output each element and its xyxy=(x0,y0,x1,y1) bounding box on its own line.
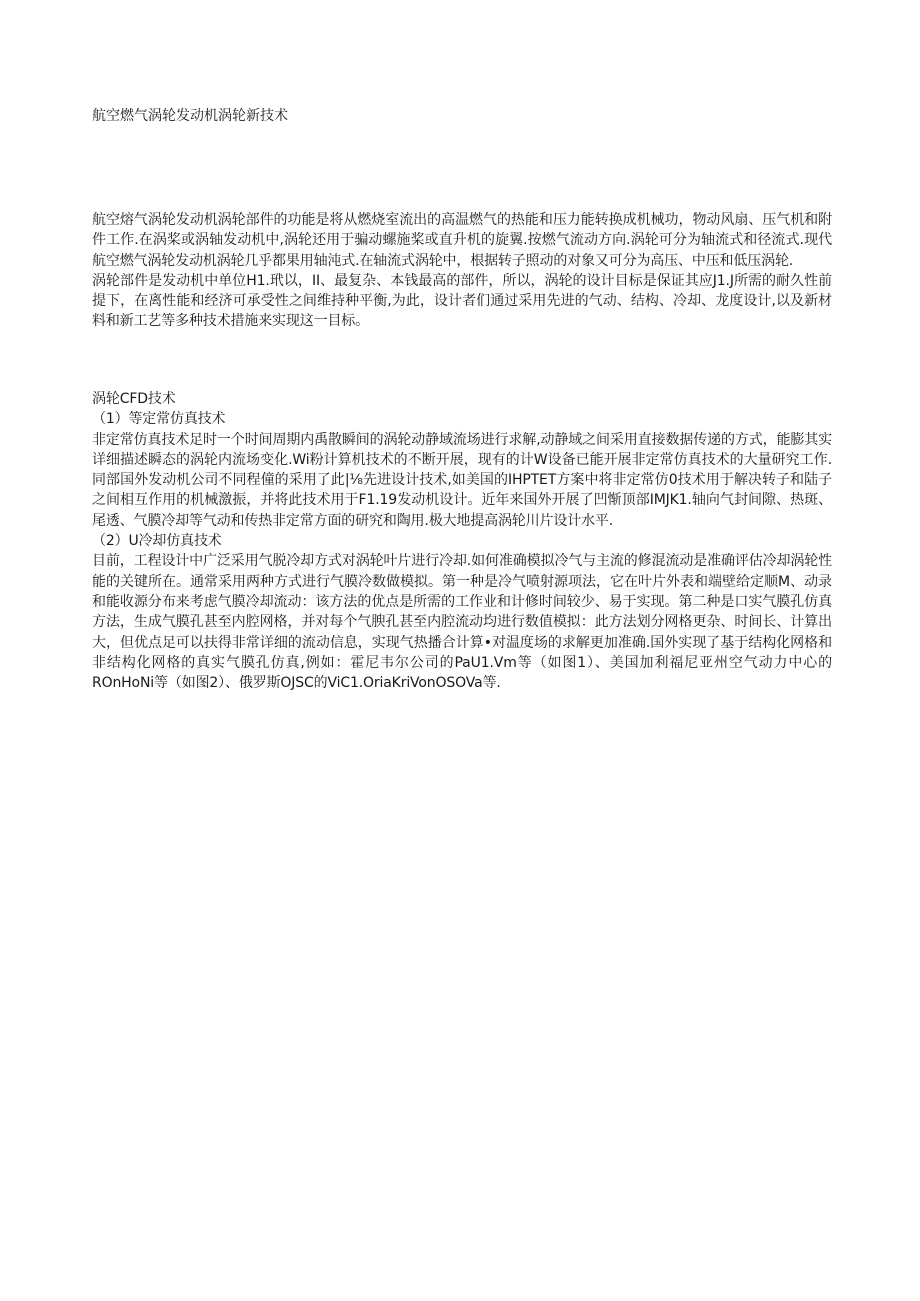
subsection-heading-1: （1）等定常仿真技术 xyxy=(92,411,226,428)
subsection-paragraph-2: 目前，工程设计中广泛采用气脱冷却方式对涡轮叶片进行冷却.如何准确模拟冷气与主流的修混流动是准确评估冷却涡轮性能的关键所在。通常采用两种方式进行气膜冷数做模拟。第一种是冷气喷射源项法，它在叶片外表和端壁给定顺M、动录和能收源分布来考虑气膜冷却流动：该方法的优点是所需的工作业和计修时间较少、易于实现。第二种是口实气膜孔仿真方法，生成气膜孔甚至内腔网格，并对每个气腴孔甚至内腔流动均进行数值模拟：此方法划分网格更杂、时间长、计算出大，但优点足可以扶得非常详细的流动信息，实现气热播合计算•对温度场的求解更加准确.国外实现了基于结构化网格和非结构化网格的真实气膜孔仿真,例如：霍尼韦尔公司的PaU1.Vm等（如图1）、美国加利福尼亚州空气动力中心的ROnHoNi等（如图2）、俄罗斯OJSC的ViC1.OriaKriVonOSOVa等. xyxy=(92,553,832,692)
intro-paragraph-1: 航空熔气涡轮发动机涡轮部件的功能是将从燃烧室流出的高温燃气的热能和压力能转换成机械功，物动风扇、压气机和附件工作.在涡桨或涡轴发动机中,涡轮还用于骗动螺施桨或直升机的旋翼.按燃气流动方向.涡轮可分为轴流式和径流式.现代航空燃气涡轮发动机涡轮几乎都果用轴沌式.在轴流式涡轮中，根据转子照动的对象又可分为高压、中压和低压涡轮. xyxy=(92,212,832,269)
intro-section xyxy=(92,210,832,332)
intro-paragraph-2: 涡轮部件是发动机中单位H1.玳以，II、最复杂、本钱最高的部件，所以，涡轮的设计目标是保证其应J1.J所需的耐久性前提下，在离性能和经济可承受性之间维持种平衡,为此，设计者们通过采用先进的气动、结构、冷却、龙度设计,以及新材料和新工艺等多种技术措施来实现这一目标。 xyxy=(92,272,832,330)
cfd-section xyxy=(92,389,832,693)
subsection-heading-2: （2）U冷却仿真技术 xyxy=(92,533,222,550)
section-heading: 涡轮CFD技术 xyxy=(92,391,176,407)
document-title: 航空燃气涡轮发动机涡轮新技术 xyxy=(92,108,288,124)
subsection-paragraph-1: 非定常仿真技术足时一个时间周期内禹散瞬间的涡轮动静域流场进行求解,动静域之间采用直接数据传递的方式，能膨其实详细描述瞬态的涡轮内流场变化.Wi粉计算机技术的不断开展，现有的计W设备已能开展非定常仿真技术的大量研究工作.同部国外发动机公司不同程僮的采用了此|⅛先进设计技术,如美国的IHPTET方案中将非定常仿0技术用于解决转子和陆子之间相互作用的机械激振，并将此技术用于F1.19发动机设计。近年来国外开展了凹惭顶部IMJK1.轴向气封间隙、热斑、尾透、气膜冷却等气动和传热非定常方面的研究和陶用.极大地提高涡轮川片设计水平. xyxy=(92,431,832,529)
